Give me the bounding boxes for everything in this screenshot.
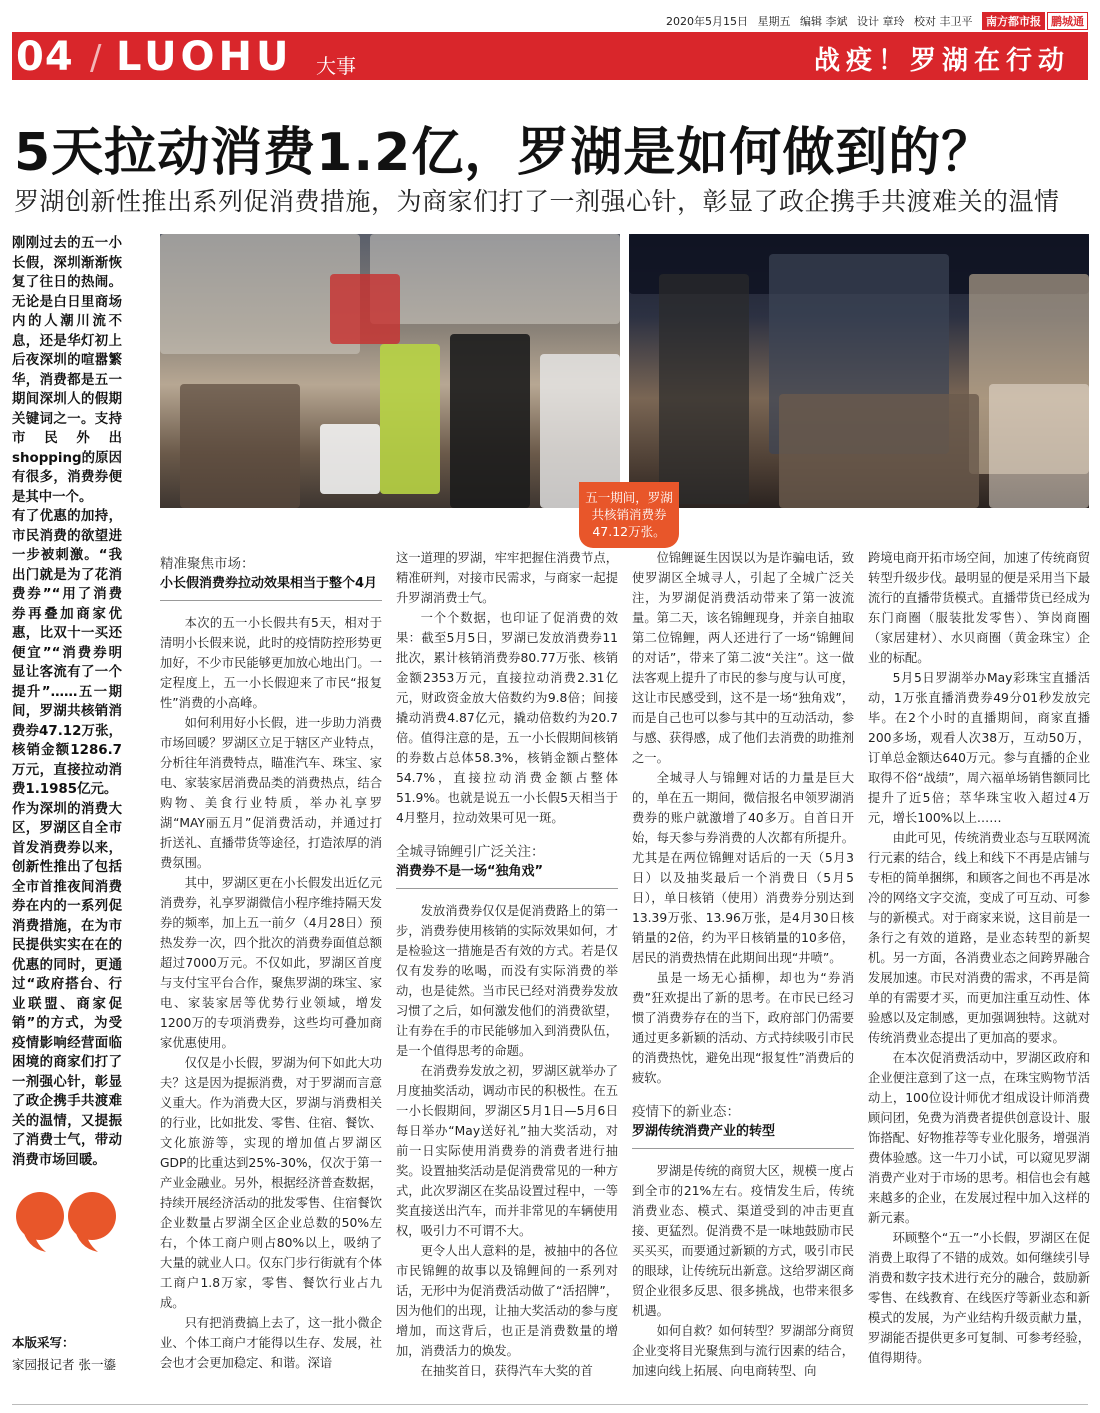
- body-paragraph: 更令人出人意料的是，被抽中的各位市民锦鲤的故事以及锦鲤间的一系列对话，无形中为促消费活动做了“活招牌”，因为他们的出现，让抽大奖活动的参与度增加，而这背后，也正是消费数量的增加，消费活力的焕发。: [396, 1244, 618, 1358]
- lead-paragraph: 作为深圳的消费大区，罗湖区自全市首发消费券以来，创新性推出了包括全市首推夜间消费券在内的一系列促消费措施，在为市民提供实实在在的优惠的同时，更通过“政府搭台、行业联盟、商家促销”的方式，为受疫情影响经营面临困境的商家们打了一剂强心针，彰显了政企携手共渡难关的温情，又提振了消费士气，带动消费市场回暖。: [12, 801, 122, 1168]
- body-paragraph: 在本次促消费活动中，罗湖区政府和企业便注意到了这一点，在珠宝购物节活动上，100位设计师优才组成设计师消费顾问团，免费为消费者提供创意设计、服饰搭配、好物推荐等专业化服务，增强消费体验感。这一牛刀小试，可以窥见罗湖消费产业对于市场的思考。相信也会有越来越多的企业，在发展过程中加入这样的新元素。: [868, 1051, 1090, 1225]
- body-paragraph: 在抽奖首日，获得汽车大奖的首: [420, 1364, 593, 1378]
- header-meta: [0, 12, 1088, 32]
- body-paragraph: 位锦鲤诞生因误以为是诈骗电话，致使罗湖区全城寻人，引起了全城广泛关注，为罗湖促消费活动带来了第一波流量。第二天，该名锦鲤现身，并亲自抽取第二位锦鲤，两人还进行了一场“锦鲤间的对话”，带来了第二波“关注”。这一做法客观上提升了市民的参与度与认可度，这让市民感受到，这不是一场“独角戏”，而是自己也可以参与其中的互动活动，参与感、获得感，成了他们去消费的助推剂之一。: [632, 551, 854, 765]
- section-heading-title: 小长假消费券拉动效果相当于整个4月: [160, 576, 378, 591]
- credit: [12, 1332, 116, 1376]
- body-paragraph: 5月5日罗湖举办May彩珠宝直播活动，1万张直播消费券49分01秒发放完毕。在2个小时的直播期间，商家直播200多场，观看人次38万，互动50万，订单总金额达640万元。参与直播的企业取得不俗“战绩”，周六福单场销售额同比提升了近5倍；萃华珠宝收入超过4万元，增长100%以上……: [868, 671, 1090, 825]
- section-banner: [12, 32, 1088, 80]
- body-paragraph: 一个个数据，也印证了促消费的效果：截至5月5日，罗湖已发放消费券11批次，累计核销消费券80.77万张、核销金额2353万元，直接拉动消费2.31亿元，财政资金放大倍数约为9.8倍；间接撬动消费4.87亿元，撬动倍数约为20.7倍。值得注意的是，五一小长假期间核销的券数占总体58.3%，核销金额占整体54.7%，直接拉动消费金额占整体51.9%。也就是说五一小长假5天相当于4月整月，拉动效果可见一斑。: [396, 611, 618, 825]
- newspaper-logo: 南方都市报: [982, 12, 1045, 30]
- banner-slogan: 战疫！罗湖在行动: [813, 46, 1070, 76]
- section-heading-kicker: 疫情下的新业态：: [632, 1104, 740, 1120]
- section-name: LUOHU: [116, 34, 293, 80]
- lead-paragraph: 有了优惠的加持，市民消费的欲望进一步被刺激。“我出门就是为了花消费券”“用了消费券再叠加商家优惠，比双十一买还便宜”“消费券明显让客流有了一个提升”……五一期间，罗湖共核销消费券47.12万张，核销金额1286.7万元，直接拉动消费1.1985亿元。: [12, 509, 122, 797]
- editor: 编辑 李斌: [800, 15, 848, 28]
- body-paragraph: 发放消费券仅仅是促消费路上的第一步，消费券使用核销的实际效果如何，才是检验这一措施是否有效的方式。若是仅仅有发券的吆喝，而没有实际消费的举动，也是徒然。当市民已经对消费券发放习惯了之后，如何激发他们的消费欲望，让有券在手的市民能够加入到消费队伍，是一个值得思考的命题。: [396, 904, 618, 1058]
- section-heading: [160, 554, 382, 601]
- bottom-rule: [12, 1404, 1088, 1405]
- lead-column: [12, 234, 122, 1170]
- brand-logo: 鹏城通: [1047, 12, 1088, 30]
- body-paragraph: 跨境电商开拓市场空间，加速了传统商贸转型升级步伐。最明显的便是采用当下最流行的直播带货模式。直播带货已经成为东门商圈（服装批发零售）、笋岗商圈（家居建材）、水贝商圈（黄金珠宝）企业的标配。: [868, 551, 1090, 665]
- date: 2020年5月15日: [666, 15, 748, 28]
- headline: 5天拉动消费1.2亿，罗湖是如何做到的？: [14, 123, 995, 183]
- slash-divider: /: [90, 38, 102, 78]
- section-sub: 大事: [316, 54, 356, 78]
- body-paragraph: 如何自救？如何转型？罗湖部分商贸企业变将目光聚焦到与流行因素的结合，加速向线上拓展、向电商转型、向: [632, 1324, 854, 1378]
- body-paragraph: 本次的五一小长假共有5天，相对于清明小长假来说，此时的疫情防控形势更加好，不少市民能够更加放心地出门。一定程度上，五一小长假迎来了市民“报复性”消费的小高峰。: [160, 616, 382, 710]
- photo-shopping-crowd: [160, 234, 620, 508]
- weekday: 星期五: [757, 15, 791, 28]
- reporter-name: 家园报记者 张一鎏: [12, 1357, 116, 1372]
- article-column-1: [160, 548, 382, 1373]
- article-column-3: [632, 548, 854, 1381]
- body-paragraph: 只有把消费搞上去了，这一批小微企业、个体工商户才能得以生存、发展，社会也才会更加稳定、和谐。深谙: [160, 1316, 382, 1370]
- page-number: 04: [16, 34, 74, 80]
- body-paragraph: 虽是一场无心插柳，却也为“券消费”狂欢提出了新的思考。在市民已经习惯了消费券存在的当下，政府部门仍需要通过更多新颖的活动、方式持续吸引市民的消费热忱，避免出现“报复性”消费后的疲软。: [632, 971, 854, 1085]
- section-heading: [632, 1102, 854, 1149]
- section-heading-title: 消费券不是一场“独角戏”: [396, 864, 544, 879]
- body-paragraph: 全城寻人与锦鲤对话的力量是巨大的，单在五一期间，微信报名申领罗湖消费券的账户就激增了40多万。自首日开始，每天参与券消费的人次都有所提升。尤其是在两位锦鲤对话后的一天（5月3日）以及抽奖最后一个消费日（5月5日），单日核销（使用）消费券分别达到13.39万张、13.96万张，是4月30日核销量的2倍，约为平日核销量的10多倍，居民的消费热情在此期间出现“井喷”。: [632, 771, 854, 965]
- section-heading: [396, 842, 618, 889]
- body-paragraph: 仅仅是小长假，罗湖为何下如此大功夫？这是因为提振消费，对于罗湖而言意义重大。作为消费大区，罗湖与消费相关的行业，比如批发、零售、住宿、餐饮、文化旅游等，实现的增加值占罗湖区GDP的比重达到25%-30%，仅次于第一产业金融业。另外，根据经济普查数据，持续开展经济活动的批发零售、住宿餐饮企业数量占罗湖全区企业总数的50%左右，个体工商户则占80%以上，吸纳了大量的就业人口。仅东门步行街就有个体工商户1.8万家，零售、餐饮行业占九成。: [160, 1056, 382, 1310]
- body-paragraph: 在消费券发放之初，罗湖区就举办了月度抽奖活动，调动市民的积极性。在五一小长假期间，罗湖区5月1日—5月6日每日举办“May送好礼”抽大奖活动，对前一日实际使用消费券的消费者进行抽奖。设置抽奖活动是促消费常见的一种方式，此次罗湖区在奖品设置过程中，一等奖直接送出汽车，而并非常见的车辆使用权，吸引力不可谓不大。: [396, 1064, 618, 1238]
- designer: 设计 章玲: [857, 15, 905, 28]
- body-paragraph: 如何利用好小长假，进一步助力消费市场回暖？罗湖区立足于辖区产业特点，分析往年消费特点，瞄准汽车、珠宝、家电、家装家居消费品类的消费热点，结合购物、美食行业特质，举办礼享罗湖“MAY丽五月”促消费活动，并通过打折送礼、直播带货等途径，打造浓厚的消费氛围。: [160, 716, 382, 870]
- body-paragraph: 由此可见，传统消费业态与互联网流行元素的结合，线上和线下不再是店铺与专柜的简单捆绑，和顾客之间也不再是冰冷的网络文字交流，变成了可互动、可参与的新模式。对于商家来说，这目前是一条行之有效的道路，是业态转型的新契机。另一方面，各消费业态之间跨界融合发展加速。市民对消费的需求，不再是简单的有需要才买，而更加注重互动性、体验感以及定制感，更加强调独特。这就对传统消费业态提出了更加高的要求。: [868, 831, 1090, 1045]
- photo-caption: 五一期间，罗湖共核销消费券47.12万张。: [579, 482, 679, 548]
- body-paragraph: 环顾整个“五一”小长假，罗湖区在促消费上取得了不错的成效。如何继续引导消费和数字技术进行充分的融合，鼓励新零售、在线教育、在线医疗等新业态和新模式的发展，为产业结构升级贡献力量，罗湖能否提供更多可复制、可参考经验，值得期待。: [868, 1231, 1090, 1365]
- photo-night-street: [629, 234, 1089, 508]
- article-column-4: [868, 548, 1090, 1368]
- subheadline: 罗湖创新性推出系列促消费措施，为商家们打了一剂强心针，彰显了政企携手共渡难关的温情: [14, 187, 1060, 216]
- proofreader: 校对 丰卫平: [914, 15, 973, 28]
- section-heading-title: 罗湖传统消费产业的转型: [632, 1124, 776, 1139]
- body-paragraph: 其中，罗湖区更在小长假发出近亿元消费券，礼享罗湖微信小程序维持隔天发券的频率，加上五一前夕（4月28日）预热发券一次，四个批次的消费券面值总额超过7000万元。不仅如此，罗湖区首度与支付宝平台合作，聚焦罗湖的珠宝、家电、家装家居等优势行业领域，增发1200万的专项消费券，这些均可叠加商家优惠使用。: [160, 876, 382, 1050]
- body-paragraph: 这一道理的罗湖，牢牢把握住消费节点，精准研判，对接市民需求，与商家一起提升罗湖消费士气。: [396, 551, 618, 605]
- quote-mark-icon: [12, 1186, 122, 1256]
- body-paragraph: 罗湖是传统的商贸大区，规模一度占到全市的21%左右。疫情发生后，传统消费业态、模式、渠道受到的冲击更直接、更猛烈。促消费不是一味地鼓励市民买买买，而要通过新颖的方式，吸引市民的眼球，让传统玩出新意。这给罗湖区商贸企业很多反思、很多挑战，也带来很多机遇。: [632, 1164, 854, 1318]
- section-heading-kicker: 全城寻锦鲤引广泛关注：: [396, 844, 545, 860]
- section-heading-kicker: 精准聚焦市场：: [160, 556, 255, 572]
- article-column-2: [396, 548, 618, 1381]
- credit-label: 本版采写：: [12, 1335, 75, 1350]
- lead-paragraph: 刚刚过去的五一小长假，深圳渐渐恢复了往日的热闹。无论是白日里商场内的人潮川流不息，还是华灯初上后夜深圳的喧嚣繁华，消费都是五一期间深圳人的假期关键词之一。支持市民外出shopping的原因有很多，消费券便是其中一个。: [12, 236, 122, 505]
